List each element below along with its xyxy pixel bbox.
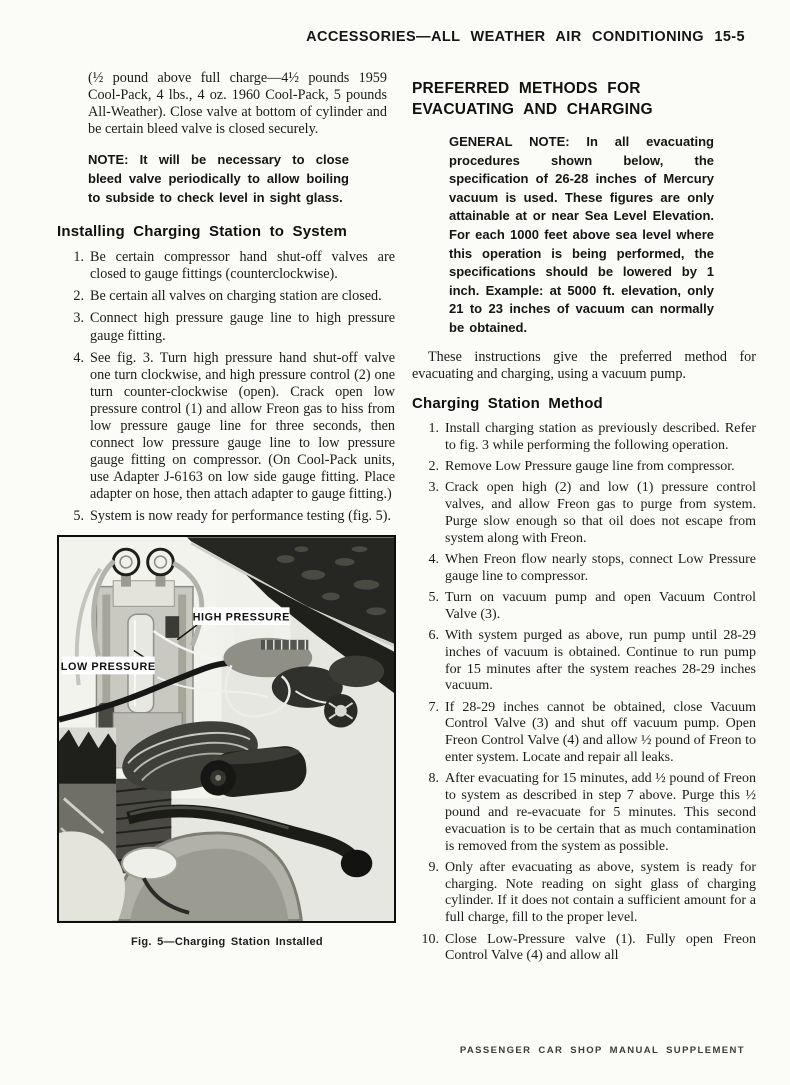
step-item: [57, 249, 395, 283]
step-item: [412, 480, 756, 547]
step-item: [57, 350, 395, 504]
heading-line-2: EVACUATING AND CHARGING: [412, 101, 653, 118]
step-number: 5.: [428, 589, 439, 605]
section-heading-preferred-methods: [412, 78, 756, 120]
step-item: [57, 288, 395, 305]
left-column: [57, 70, 395, 948]
step-text: Remove Low Pressure gauge line from compressor.: [445, 458, 735, 474]
step-number: 10.: [421, 931, 439, 947]
figure-5-photo: [57, 535, 396, 923]
step-item: [412, 552, 756, 586]
step-item: [412, 700, 756, 767]
step-text: Only after evacuating as above, system is ready for charging. Note reading on sight glass of charging cylinder. If it does not contain a sufficient amount for a full charge, fill to the proper level.: [445, 859, 756, 926]
page-footer: PASSENGER CAR SHOP MANUAL SUPPLEMENT: [459, 1045, 745, 1056]
low-pressure-label-text: LOW PRESSURE: [60, 660, 156, 673]
step-number: 9.: [428, 859, 439, 875]
intro-paragraph-right: These instructions give the preferred method for evacuating and charging, using a vacuum pump.: [412, 348, 756, 382]
charging-station-photo-sketch: [59, 537, 394, 921]
step-text: After evacuating for 15 minutes, add ½ pound of Freon to system as described in step 7 above. Purge this ½ pound and re-evacuate for 5 minutes. This second evacuation is to be certain that as much contamination is removed from the system as possible.: [445, 771, 756, 854]
step-item: [412, 459, 756, 476]
step-item: [57, 310, 395, 344]
step-item: [412, 590, 756, 624]
step-number: 2.: [73, 288, 84, 305]
step-item: [412, 628, 756, 695]
pressure-gauge: [113, 549, 139, 575]
step-number: 8.: [428, 771, 439, 787]
step-text: Be certain compressor hand shut-off valves are closed to gauge fittings (counterclockwise).: [90, 249, 395, 283]
step-text: Turn on vacuum pump and open Vacuum Control Valve (3).: [445, 589, 756, 622]
step-number: 3.: [73, 310, 84, 327]
step-number: 4.: [73, 349, 84, 366]
note-paragraph: NOTE: It will be necessary to close bleed valve periodically to allow boiling to subside to check level in sight glass.: [88, 152, 349, 205]
step-number: 1.: [428, 420, 439, 436]
step-text: See fig. 3. Turn high pressure hand shut-off valve one turn clockwise, and high pressure control (2) one turn counter-clockwise (open). Crack open low pressure control (1) and allow Freon gas to hiss from low pressure gauge line for three seconds, then connect low pressure gauge line to low pressure gauge fitting on compressor. (On Cool-Pack units, use Adapter J-6163 on low side gauge fitting. Place adapter on hose, then attach adapter to gauge fitting.): [90, 349, 395, 503]
step-number: 6.: [428, 627, 439, 643]
step-item: [412, 771, 756, 855]
section-heading-charging-method: Charging Station Method: [412, 394, 603, 412]
step-item: [412, 421, 756, 455]
step-number: 7.: [428, 699, 439, 715]
high-pressure-label-text: HIGH PRESSURE: [192, 611, 290, 624]
intro-paragraph-left: (½ pound above full charge—4½ pounds 1959 Cool-Pack, 4 lbs., 4 oz. 1960 Cool-Pack, 5 pounds All-Weather). Close valve at bottom of cylinder and be certain bleed valve is closed securely.: [88, 70, 387, 138]
step-number: 4.: [428, 551, 439, 567]
step-number: 5.: [73, 508, 84, 525]
page-header: ACCESSORIES—ALL WEATHER AIR CONDITIONING 15-5: [306, 29, 745, 45]
section-heading-installing: Installing Charging Station to System: [57, 223, 348, 241]
step-text: Close Low-Pressure valve (1). Fully open Freon Control Valve (4) and allow all: [445, 931, 756, 964]
filler-cap: [122, 847, 177, 879]
pressure-gauge: [148, 549, 174, 575]
step-item: [57, 508, 395, 525]
fender-edge: [59, 729, 116, 786]
step-text: If 28-29 inches cannot be obtained, close Vacuum Control Valve (3) and shut off vacuum pump. Open Freon Control Valve (4) and allow ½ pound of Freon to enter system. Locate and repair all leaks.: [445, 699, 756, 766]
step-text: System is now ready for performance testing (fig. 5).: [90, 508, 392, 525]
general-note-paragraph: GENERAL NOTE: In all evacuating procedures shown below, the specification of 26-28 inches of Mercury vacuum is used. These figures are only attainable at or near Sea Level Elevation. For each 1000 feet above sea level where this operation is being performed, the specifications should be lowered by 1 inch. Example: at 5000 ft. elevation, only 21 to 23 inches of vacuum can normally be obtained.: [449, 134, 714, 335]
step-text: Crack open high (2) and low (1) pressure control valves, and allow Freon gas to purge from system. Purge slow enough so that oil does not escape from system along with Freon.: [445, 480, 756, 546]
figure-5-caption: Fig. 5—Charging Station Installed: [131, 935, 323, 948]
installing-steps-list: [57, 249, 395, 525]
step-number: 2.: [428, 458, 439, 474]
step-number: 1.: [73, 249, 84, 266]
step-text: Install charging station as previously described. Refer to fig. 3 while performing the following operation.: [445, 420, 756, 453]
heading-line-1: PREFERRED METHODS FOR: [412, 80, 641, 97]
step-text: Connect high pressure gauge line to high pressure gauge fitting.: [90, 310, 395, 344]
step-text: When Freon flow nearly stops, connect Low Pressure gauge line to compressor.: [445, 551, 756, 584]
step-item: [412, 860, 756, 927]
step-text: With system purged as above, run pump until 28-29 inches of vacuum is obtained. Continue to run pump for 15 minutes after the system reaches 28-29 inches vacuum.: [445, 627, 756, 694]
step-text: Be certain all valves on charging station are closed.: [90, 288, 382, 305]
step-item: [412, 932, 756, 966]
right-column: [412, 78, 756, 970]
step-number: 3.: [428, 480, 439, 496]
charging-method-steps-list: [412, 421, 756, 965]
